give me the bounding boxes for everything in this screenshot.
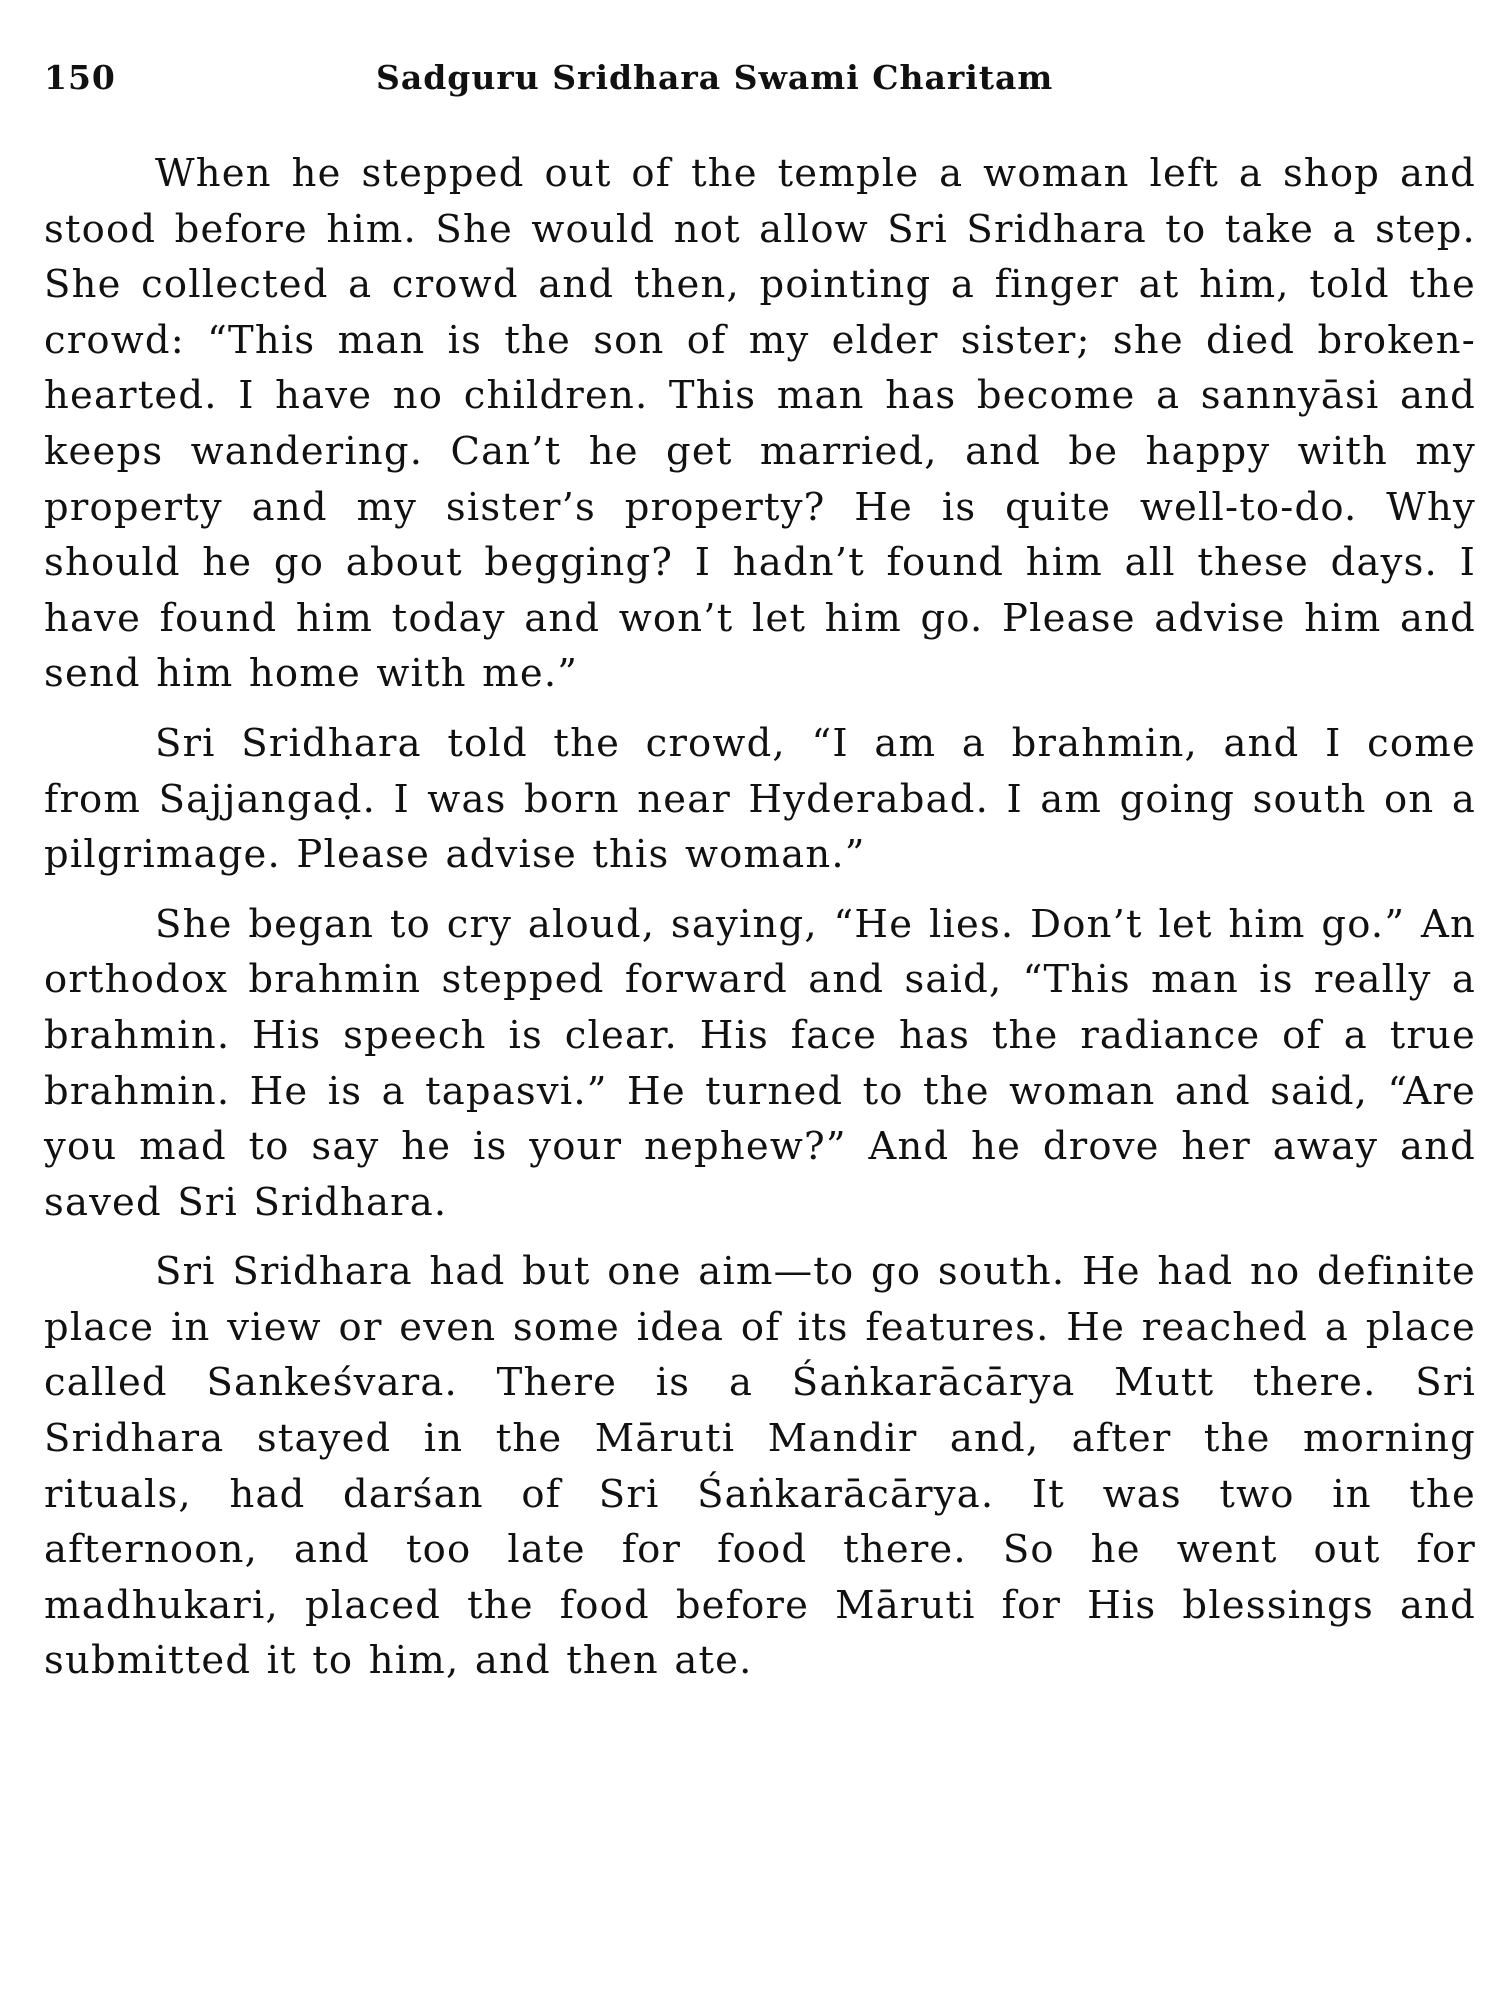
paragraph-4: Sri Sridhara had but one aim—to go south. He had no definite place in view or even some idea of its features. He reached a place called Sankeśvara. There is a Śaṅkarācārya Mutt there. Sri Sridhara stayed in the Māruti Mandir and, after the morning rituals, had darśan of Sri Śaṅkarācārya. It was two in the afternoon, and too late for food there. So he went out for madhukari, placed the food before Māruti for His blessings and submitted it to him, and then ate.: [44, 1249, 1476, 1684]
running-head: [44, 58, 1476, 108]
book-page: [44, 58, 1476, 1703]
paragraph-3: She began to cry aloud, saying, “He lies. Don’t let him go.” An orthodox brahmin stepped forward and said, “This man is really a brahmin. His speech is clear. His face has the radiance of a true brahmin. He is a tapasvi.” He turned to the woman and said, “Are you mad to say he is your nephew?” And he drove her away and saved Sri Sridhara.: [44, 901, 1476, 1225]
body-text: [44, 146, 1476, 1689]
paragraph-1: When he stepped out of the temple a woman left a shop and stood before him. She would not allow Sri Sridhara to take a step. She collected a crowd and then, pointing a finger at him, told the crowd: “This man is the son of my elder sister; she died broken-hearted. I have no children. This man has become a sannyāsi and keeps wandering. Can’t he get married, and be happy with my property and my sister’s property? He is quite well-to-do. Why should he go about begging? I hadn’t found him all these days. I have found him today and won’t let him go. Please advise him and send him home with me.”: [44, 151, 1476, 697]
paragraph-2: Sri Sridhara told the crowd, “I am a brahmin, and I come from Sajjangaḍ. I was born near Hyderabad. I am going south on a pilgrimage. Please advise this woman.”: [44, 720, 1476, 878]
book-title: Sadguru Sridhara Swami Charitam: [376, 58, 1054, 97]
page-number: 150: [44, 58, 116, 97]
